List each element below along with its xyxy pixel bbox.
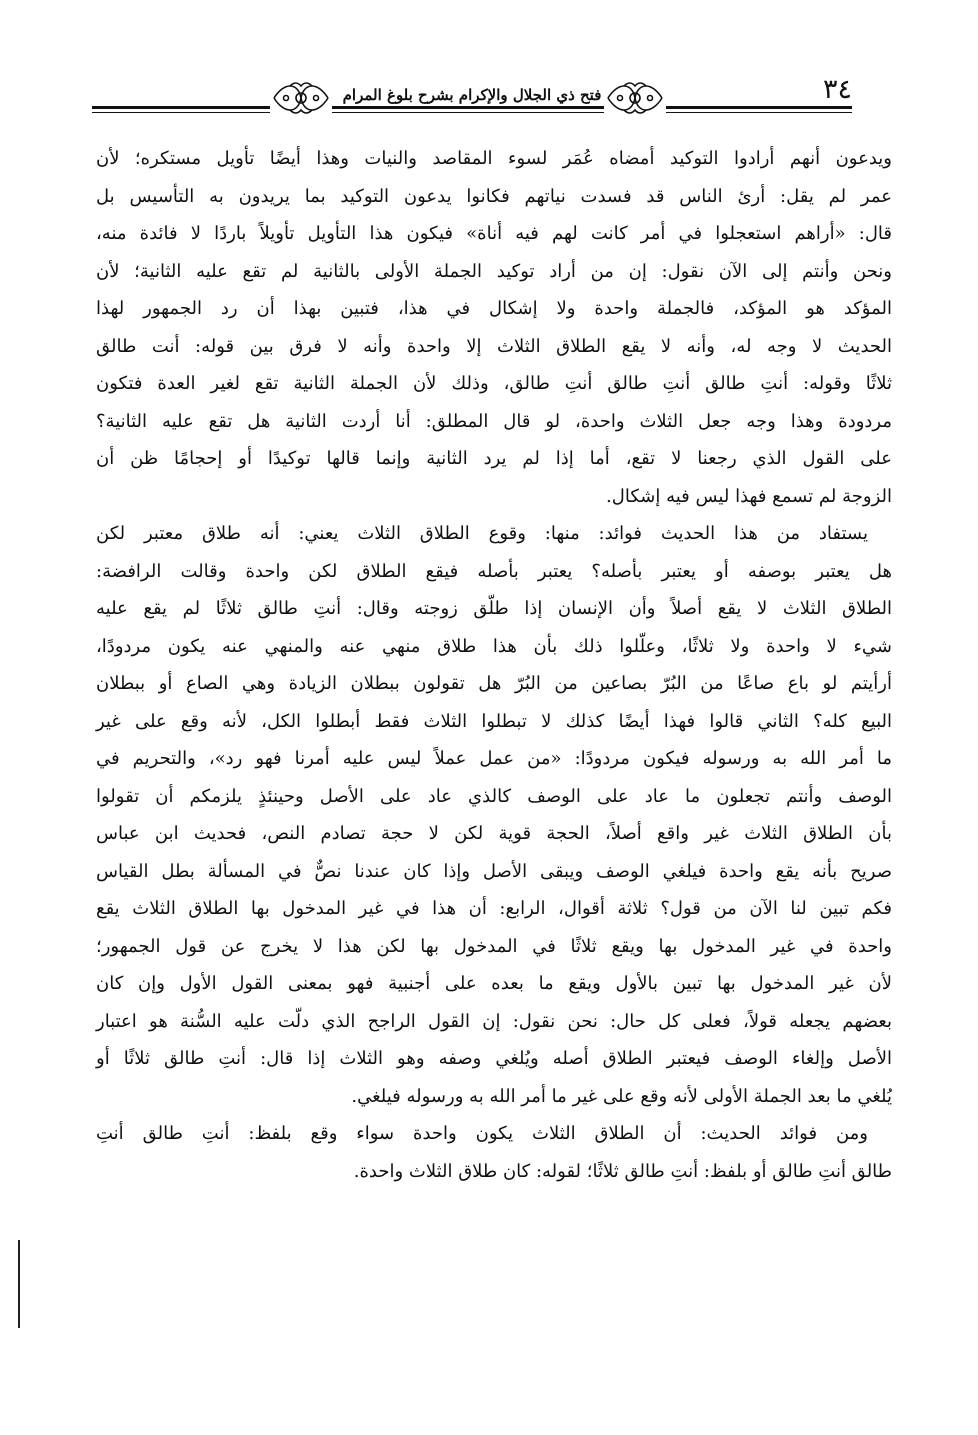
text-line: الزوجة لم تسمع فهذا ليس فيه إشكال. <box>606 485 892 507</box>
header-rule-thin <box>92 112 852 113</box>
text-line: ثلاثًا وقوله: أنتِ طالق أنتِ طالق أنتِ طالق، وذلك لأن الجملة الثانية تقع لغير العدة فتكون <box>96 373 892 394</box>
text-line: على القول الذي رجعنا لا تقع، أما إذا لم يرد الثانية وإنما قالها توكيدًا أو إحجامًا ظن أن <box>96 448 892 469</box>
running-title: فتح ذي الجلال والإكرام بشرح بلوغ المرام <box>337 86 608 104</box>
floral-ornament-icon <box>604 78 666 118</box>
header-rule-thick <box>92 106 852 109</box>
text-line: الوصف وأنتم تجعلون ما عاد على الوصف كالذي عاد على الأصل وحينئذٍ يلزمكم أن تقولوا <box>96 785 892 807</box>
text-line: مردودة وهذا وجه جعل الثلاث واحدة، لو قال المطلق: أنا أردت الثانية هل تقع عليه الثانية؟ <box>96 410 892 432</box>
text-line: شيء لا واحدة ولا ثلاثًا، وعلّلوا ذلك بأن هذا طلاق منهي عنه والمنهي عنه يكون مردودًا، <box>96 635 893 657</box>
text-line: طالق أنتِ طالق أو بلفظ: أنتِ طالق ثلاثًا؛ لقوله: كان طلاق الثلاث واحدة. <box>353 1160 892 1182</box>
paragraph <box>96 1115 892 1190</box>
margin-rule <box>18 1240 20 1328</box>
text-line: عمر لم يقل: أرئ الناس قد فسدت نياتهم فكانوا يدعون التوكيد بما يريدون به التأسيس بل <box>96 185 892 207</box>
text-line: أرأيتم لو باع صاعًا من البُرّ بصاعين من البُرّ هل تقولون ببطلان الزيادة وهي الصاع أو ببطلان <box>96 673 892 694</box>
paragraph <box>96 515 892 1115</box>
page-body <box>96 140 892 1190</box>
text-line: ونحن وأنتم إلى الآن نقول: إن من أراد توكيد الجملة الأولى بالثانية لم تقع عليه الثانية؛ لأن <box>96 260 892 282</box>
text-line: يُلغي ما بعد الجملة الأولى لأنه وقع على غير ما أمر الله به ورسوله فيلغي. <box>351 1085 892 1107</box>
text-line: صريح بأنه يقع واحدة فيلغي الوصف ويبقى الأصل وإذا كان عندنا نصٌّ في المسألة بطل القياس <box>96 860 892 882</box>
text-line: الأصل وإلغاء الوصف فيعتبر الطلاق أصله ويُلغي وصفه وهو الثلاث إذا قال: أنتِ طالق ثلاثًا أو <box>96 1048 892 1069</box>
text-line: هل يعتبر بوصفه أو يعتبر بأصله؟ يعتبر بأصله فيقع الطلاق لكن واحدة وقالت الرافضة: <box>96 560 892 582</box>
text-line: الطلاق الثلاث لا يقع أصلاً وأن الإنسان إذا طلّق زوجته وقال: أنتِ طالق ثلاثًا لم يقع عليه <box>96 598 892 619</box>
text-line: ما أمر الله به ورسوله فيكون مردودًا: «من عمل عملاً ليس عليه أمرنا فهو رد»، والتحريم في <box>96 748 892 769</box>
page-number: ٣٤ <box>817 74 852 105</box>
text-line: المؤكد هو المؤكد، فالجملة واحدة ولا إشكال في هذا، فتبين بهذا أن رد الجمهور لهذا <box>96 298 892 319</box>
text-line: لأن غير المدخول بها تبين بالأول ويقع ما بعده على أجنبية فهو بمعنى القول الأول وإن كان <box>96 973 892 994</box>
text-line: الحديث لا وجه له، وأنه لا يقع الطلاق الثلاث إلا واحدة وأنه لا فرق بين قوله: أنت طالق <box>96 335 892 357</box>
text-line: قال: «أراهم استعجلوا في أمر كانت لهم فيه أناة» فيكون هذا التأويل تأويلاً باردًا لا فائدة منه، <box>96 223 892 244</box>
text-line: ويدعون أنهم أرادوا التوكيد أمضاه عُمَر لسوء المقاصد والنيات وهذا أيضًا تأويل مستكره؛ لأن <box>96 148 892 169</box>
text-line: البيع كله؟ الثاني قالوا فهذا أيضًا كذلك لا تبطلوا الثلاث فقط أبطلوا الكل، لأنه وقع على غير <box>96 710 892 732</box>
page-header <box>92 72 852 122</box>
text-line: بأن الطلاق الثلاث غير واقع أصلاً، الحجة قوية لكن لا حجة تصادم النص، فحديث ابن عباس <box>96 823 892 844</box>
text-line: فكم تبين لنا الآن من قول؟ ثلاثة أقوال، الرابع: أن هذا في غير المدخول بها الطلاق الثلاث يقع <box>96 898 892 919</box>
text-line: ومن فوائد الحديث: أن الطلاق الثلاث يكون واحدة سواء وقع بلفظ: أنتِ طالق أنتِ <box>96 1123 868 1144</box>
text-line: واحدة في غير المدخول بها ويقع ثلاثًا في المدخول بها لكن هذا لا يخرج عن قول الجمهور؛ <box>96 935 892 957</box>
floral-ornament-icon <box>270 78 332 118</box>
paragraph <box>96 140 892 515</box>
text-line: بعضهم يجعله قولاً، فعلى كل حال: نحن نقول: إن القول الراجح الذي دلّت عليه السُّنة هو اعتبار <box>96 1010 892 1032</box>
text-line: يستفاد من هذا الحديث فوائد: منها: وقوع الطلاق الثلاث يعني: أنه طلاق معتبر لكن <box>96 523 868 544</box>
